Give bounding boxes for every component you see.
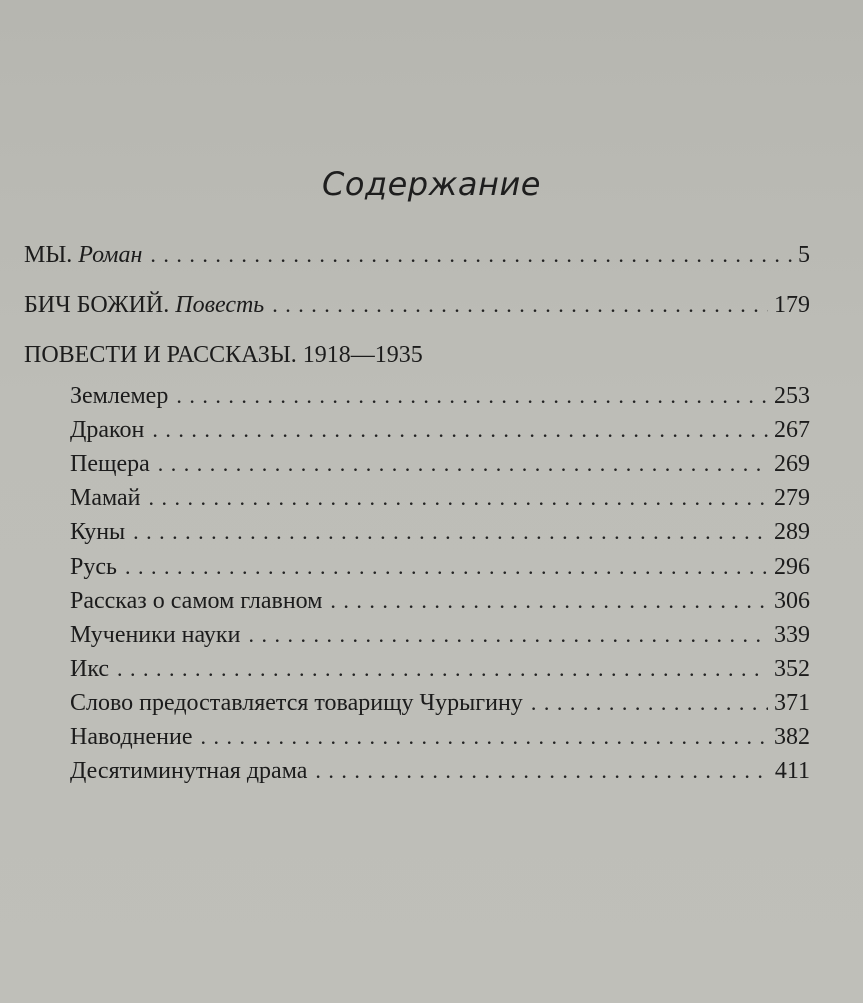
- toc-subentry-title: Мученики науки: [70, 621, 241, 648]
- toc-subentry[interactable]: [70, 654, 810, 684]
- toc-entry[interactable]: [24, 240, 810, 270]
- dot-leader: [117, 654, 768, 684]
- toc-subentry-title: Десятиминутная драма: [70, 758, 308, 785]
- toc-subentry[interactable]: [70, 620, 810, 650]
- toc-subentry[interactable]: [70, 756, 810, 786]
- toc-subentry-page: 306: [774, 587, 810, 614]
- toc-subentry-page: 352: [774, 655, 810, 682]
- dot-leader: [133, 517, 768, 547]
- toc-subentry[interactable]: [70, 483, 810, 513]
- toc-subentry[interactable]: [70, 688, 810, 718]
- toc-subentry-title: Русь: [70, 553, 117, 580]
- toc-subentry[interactable]: [70, 517, 810, 547]
- toc-subentry-title: Икс: [70, 655, 110, 682]
- section-title: ПОВЕСТИ И РАССКАЗЫ.: [24, 342, 297, 368]
- toc-subentry-title: Рассказ о самом главном: [70, 587, 323, 614]
- page-title: Содержание: [322, 165, 541, 203]
- toc-subentry-page: 279: [774, 485, 810, 512]
- dot-leader: [531, 688, 768, 718]
- dot-leader: [201, 722, 768, 752]
- toc-entry-title: БИЧ БОЖИЙ.: [24, 292, 170, 318]
- toc-subentry-title: Куны: [70, 519, 126, 546]
- toc-subentry-page: 267: [774, 417, 810, 444]
- toc-subentry[interactable]: [70, 381, 810, 411]
- section-years: 1918—1935: [302, 342, 423, 368]
- toc-subentry-page: 289: [774, 519, 810, 546]
- toc-entry-page: 179: [774, 292, 810, 318]
- dot-leader: [152, 415, 768, 445]
- dot-leader: [149, 483, 768, 513]
- toc-subentry[interactable]: [70, 586, 810, 616]
- dot-leader: [125, 552, 768, 582]
- toc-subentry-page: 411: [774, 758, 810, 785]
- dot-leader: [248, 620, 768, 650]
- toc-entry-page: 5: [798, 242, 810, 268]
- section-heading: [24, 340, 423, 370]
- toc-subentry[interactable]: [70, 415, 810, 445]
- toc-subentry-page: 339: [774, 621, 810, 648]
- dot-leader: [158, 449, 768, 479]
- toc-subentry-page: 269: [774, 451, 810, 478]
- toc-subentry-page: 296: [774, 553, 810, 580]
- toc-entry[interactable]: [24, 290, 810, 320]
- toc-subentry-page: 253: [774, 383, 810, 409]
- toc-subentry-title: Мамай: [70, 485, 141, 512]
- toc-entry-label: [24, 290, 264, 320]
- dot-leader: [176, 381, 768, 411]
- toc-subentry-title: Дракон: [70, 417, 145, 444]
- dot-leader: [330, 586, 768, 616]
- toc-subentry-title: Пещера: [70, 451, 150, 478]
- dot-leader: [272, 290, 768, 320]
- toc-subentry[interactable]: [70, 722, 810, 752]
- toc-subentry-title: Слово предоставляется товарищу Чурыгину: [70, 689, 523, 716]
- toc-subentry[interactable]: [70, 552, 810, 582]
- toc-entry-label: [24, 240, 142, 270]
- toc-subentry-title: Землемер: [70, 383, 169, 409]
- toc-entry-genre: Повесть: [175, 292, 265, 318]
- toc-entry-genre: Роман: [78, 242, 143, 268]
- toc-subentry-page: 371: [774, 689, 810, 716]
- toc-subentry-page: 382: [774, 724, 810, 750]
- toc-subentry-title: Наводнение: [70, 724, 193, 750]
- toc-subentry[interactable]: [70, 449, 810, 479]
- toc-entry-title: МЫ.: [24, 242, 73, 268]
- dot-leader: [150, 240, 792, 270]
- dot-leader: [315, 756, 769, 786]
